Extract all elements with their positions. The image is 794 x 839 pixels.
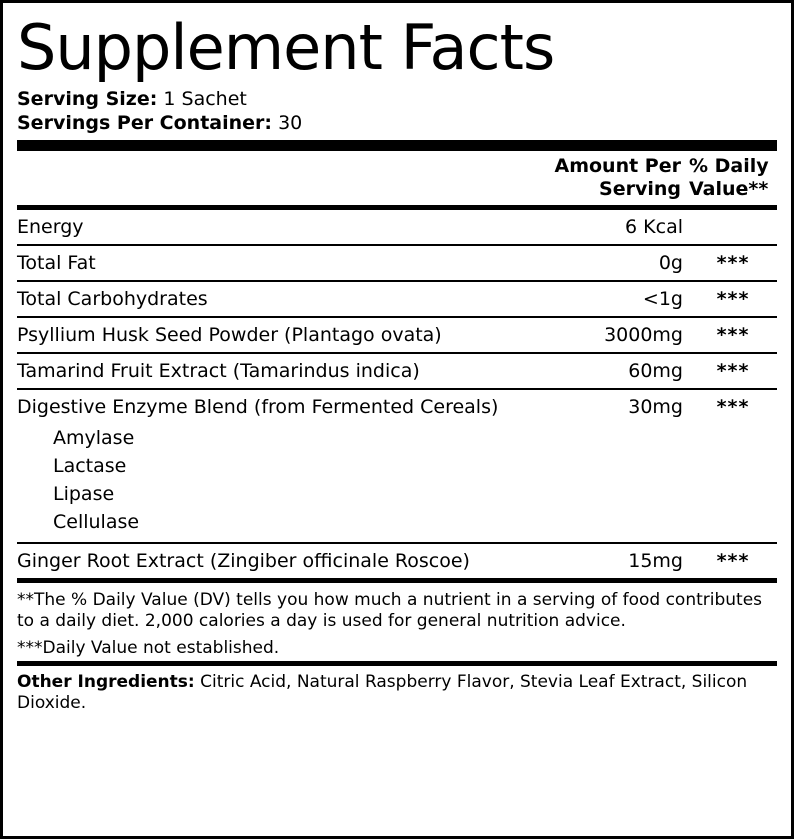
nutrient-dv: *** bbox=[716, 324, 750, 346]
amount-per-serving-header bbox=[531, 155, 681, 201]
footnote-not-established: ***Daily Value not established. bbox=[17, 638, 280, 658]
list-item: Cellulase bbox=[53, 511, 140, 533]
other-ingredients-value: Citric Acid, Natural Raspberry Flavor, Stevia Leaf Extract, Silicon Dioxide. bbox=[17, 672, 748, 713]
page-title: Supplement Facts bbox=[17, 11, 555, 84]
nutrient-name: Ginger Root Extract (Zingiber officinale Roscoe) bbox=[17, 550, 470, 572]
daily-value-header bbox=[681, 155, 777, 201]
table-row bbox=[17, 210, 777, 244]
table-row bbox=[17, 354, 777, 388]
footnote-block bbox=[17, 583, 777, 661]
table-row bbox=[17, 246, 777, 280]
dv-header-line1: % Daily bbox=[689, 155, 769, 177]
nutrient-dv: *** bbox=[716, 360, 750, 382]
nutrient-name: Energy bbox=[17, 216, 84, 238]
nutrient-name: Tamarind Fruit Extract (Tamarindus indica) bbox=[17, 360, 420, 382]
enzyme-sub-list bbox=[17, 424, 777, 542]
nutrient-dv: *** bbox=[716, 288, 750, 310]
divider-thick-top bbox=[17, 140, 777, 151]
serving-size-line bbox=[17, 87, 777, 111]
nutrient-name: Total Fat bbox=[17, 252, 96, 274]
nutrient-name: Total Carbohydrates bbox=[17, 288, 208, 310]
dv-header-line2: Value** bbox=[689, 178, 769, 200]
serving-size-value: 1 Sachet bbox=[163, 88, 247, 110]
table-row bbox=[17, 544, 777, 578]
other-ingredients bbox=[17, 666, 777, 714]
list-item: Lipase bbox=[53, 483, 115, 505]
nutrient-dv: *** bbox=[716, 252, 750, 274]
servings-per-container-label: Servings Per Container: bbox=[17, 112, 273, 134]
nutrient-amount: 60mg bbox=[628, 360, 683, 382]
serving-size-label: Serving Size: bbox=[17, 88, 158, 110]
nutrient-name: Psyllium Husk Seed Powder (Plantago ovata) bbox=[17, 324, 442, 346]
servings-per-container-value: 30 bbox=[278, 112, 303, 134]
table-row bbox=[17, 318, 777, 352]
nutrient-name: Digestive Enzyme Blend (from Fermented Cereals) bbox=[17, 396, 499, 418]
nutrient-amount: 6 Kcal bbox=[625, 216, 683, 238]
footnote-daily-value: **The % Daily Value (DV) tells you how much a nutrient in a serving of food contributes to a daily diet. 2,000 calories a day is used for general nutrition advice. bbox=[17, 590, 763, 631]
amount-header-line1: Amount Per bbox=[554, 155, 681, 177]
nutrient-amount: 0g bbox=[658, 252, 683, 274]
serving-info bbox=[17, 87, 777, 135]
nutrient-amount: 3000mg bbox=[604, 324, 683, 346]
column-headers bbox=[17, 151, 777, 205]
list-item: Lactase bbox=[53, 455, 127, 477]
nutrient-dv: *** bbox=[716, 396, 750, 418]
nutrient-amount: 30mg bbox=[628, 396, 683, 418]
table-row bbox=[17, 390, 777, 424]
servings-per-container-line bbox=[17, 111, 777, 135]
list-item: Amylase bbox=[53, 427, 135, 449]
nutrient-amount: 15mg bbox=[628, 550, 683, 572]
nutrient-dv: *** bbox=[716, 550, 750, 572]
table-row bbox=[17, 282, 777, 316]
nutrient-amount: <1g bbox=[642, 288, 683, 310]
other-ingredients-label: Other Ingredients: bbox=[17, 672, 195, 692]
amount-header-line2: Serving bbox=[599, 178, 681, 200]
